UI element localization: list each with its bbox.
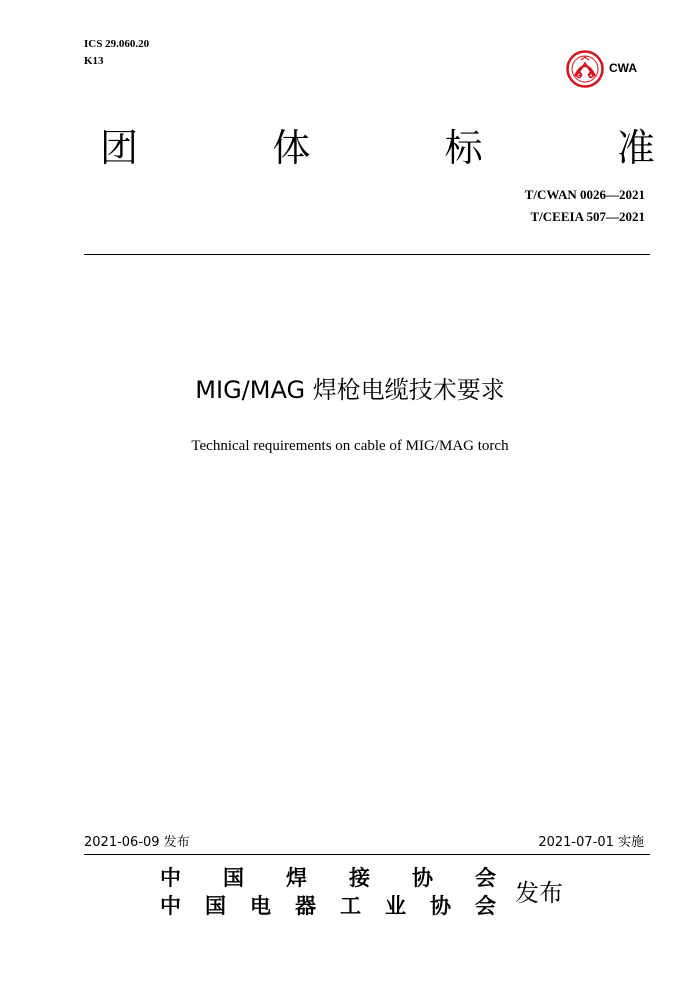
publisher-char: 焊 bbox=[286, 866, 307, 890]
document-title-zh: MIG/MAG 焊枪电缆技术要求 bbox=[195, 376, 505, 404]
publisher-char: 会 bbox=[475, 866, 496, 890]
publisher-char: 协 bbox=[430, 894, 451, 918]
standard-type-char: 标 bbox=[444, 126, 483, 170]
standard-type-char: 体 bbox=[272, 126, 311, 170]
classification-code: K13 bbox=[84, 55, 104, 67]
publisher-char: 电 bbox=[250, 894, 271, 918]
standard-type-char: 准 bbox=[616, 126, 655, 170]
standard-numbers bbox=[525, 184, 645, 228]
publisher-char: 中 bbox=[160, 894, 181, 918]
publisher-char: 器 bbox=[295, 894, 316, 918]
publisher-char: 国 bbox=[223, 866, 244, 890]
logo-label: CWA bbox=[609, 61, 637, 75]
svg-text:C: C bbox=[577, 73, 581, 78]
standard-number-ceeia: T/CEEIA 507—2021 bbox=[530, 209, 645, 224]
publisher-char: 工 bbox=[340, 894, 361, 918]
cwa-logo bbox=[566, 50, 642, 90]
publisher-char: 中 bbox=[160, 866, 181, 890]
standard-type-char: 团 bbox=[100, 126, 139, 170]
publisher-char: 业 bbox=[385, 894, 406, 918]
publisher-char: 会 bbox=[475, 894, 496, 918]
standard-number-cwan: T/CWAN 0026—2021 bbox=[524, 187, 645, 202]
publish-label: 发布 bbox=[515, 879, 563, 907]
standard-type-heading bbox=[100, 124, 655, 172]
bottom-divider bbox=[84, 854, 650, 855]
top-divider bbox=[84, 254, 650, 255]
publisher-char: 协 bbox=[412, 866, 433, 890]
publisher-cwa bbox=[160, 864, 496, 892]
publishers-block bbox=[160, 864, 580, 924]
ics-code: ICS 29.060.20 bbox=[84, 38, 150, 50]
publisher-char: 国 bbox=[205, 894, 226, 918]
header-codes bbox=[84, 36, 149, 70]
svg-text:A: A bbox=[589, 73, 593, 78]
publisher-ceeia bbox=[160, 892, 496, 920]
implementation-date: 2021-07-01 实施 bbox=[538, 835, 644, 850]
cwa-emblem-icon bbox=[566, 50, 604, 88]
issue-date: 2021-06-09 发布 bbox=[84, 835, 190, 850]
document-title-en: Technical requirements on cable of MIG/MAG torch bbox=[191, 438, 509, 454]
publisher-char: 接 bbox=[349, 866, 370, 890]
